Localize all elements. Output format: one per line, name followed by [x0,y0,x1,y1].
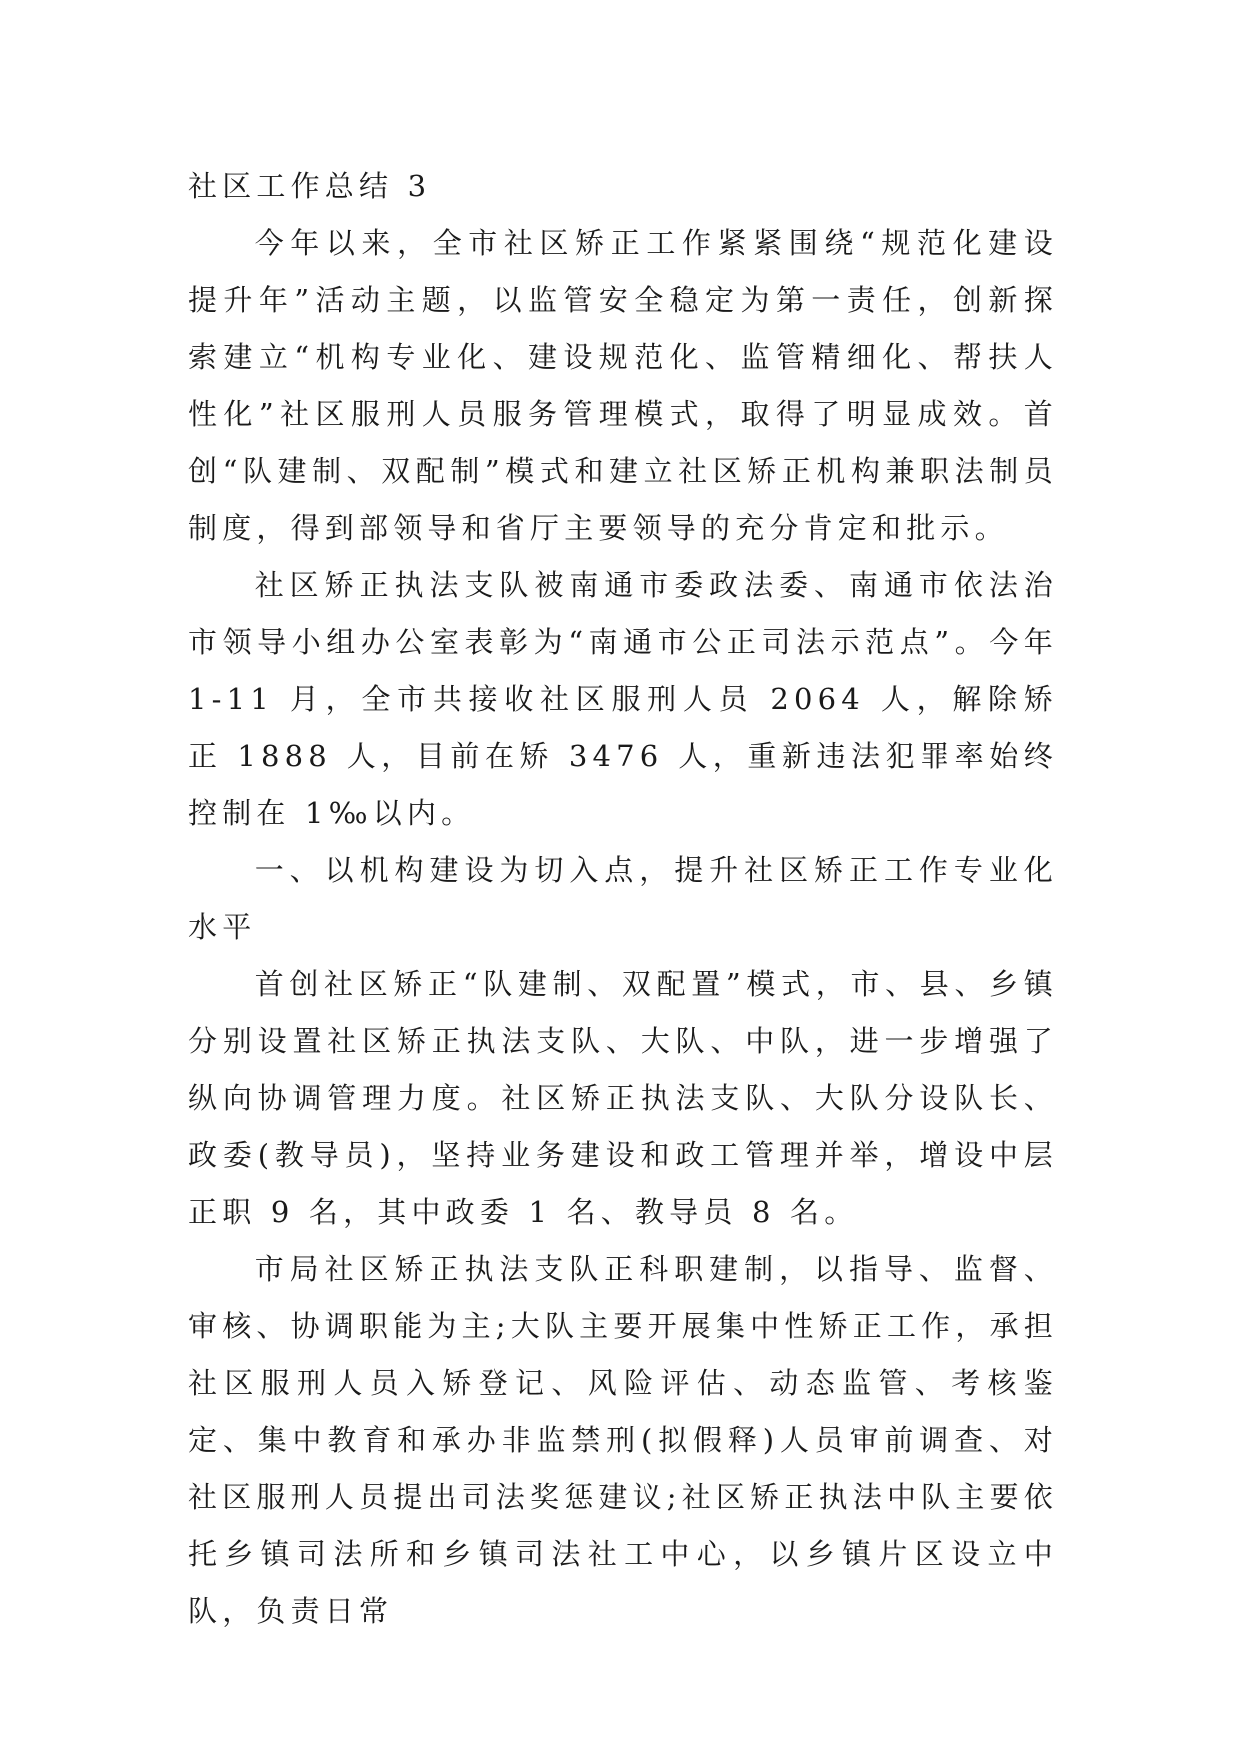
paragraph-responsibilities: 市局社区矫正执法支队正科职建制，以指导、监督、审核、协调职能为主;大队主要开展集中性矫正工作，承担社区服刑人员入矫登记、风险评估、动态监管、考核鉴定、集中教育和承办非监禁刑(拟假释)人员审前调查、对社区服刑人员提出司法奖惩建议;社区矫正执法中队主要依托乡镇司法所和乡镇司法社工中心，以乡镇片区设立中队，负责日常 [188,1252,1058,1628]
paragraph-team-model: 首创社区矫正“队建制、双配置”模式，市、县、乡镇分别设置社区矫正执法支队、大队、中队，进一步增强了纵向协调管理力度。社区矫正执法支队、大队分设队长、政委(教导员)，坚持业务建设和政工管理并举，增设中层正职 9 名，其中政委 1 名、教导员 8 名。 [188,967,1058,1229]
paragraph-intro: 今年以来，全市社区矫正工作紧紧围绕“规范化建设提升年”活动主题，以监管安全稳定为第一责任，创新探索建立“机构专业化、建设规范化、监管精细化、帮扶人性化”社区服刑人员服务管理模式，取得了明显成效。首创“队建制、双配制”模式和建立社区矫正机构兼职法制员制度，得到部领导和省厅主要领导的充分肯定和批示。 [188,226,1058,545]
document-title: 社区工作总结 3 [188,169,432,203]
paragraph-statistics: 社区矫正执法支队被南通市委政法委、南通市依法治市领导小组办公室表彰为“南通市公正司法示范点”。今年 1-11 月，全市共接收社区服刑人员 2064 人，解除矫正 1888 人，目前在矫 3476 人，重新违法犯罪率始终控制在 1‰以内。 [188,568,1058,830]
section-heading-1: 一、以机构建设为切入点，提升社区矫正工作专业化水平 [188,853,1058,944]
document-body [188,158,1058,1640]
